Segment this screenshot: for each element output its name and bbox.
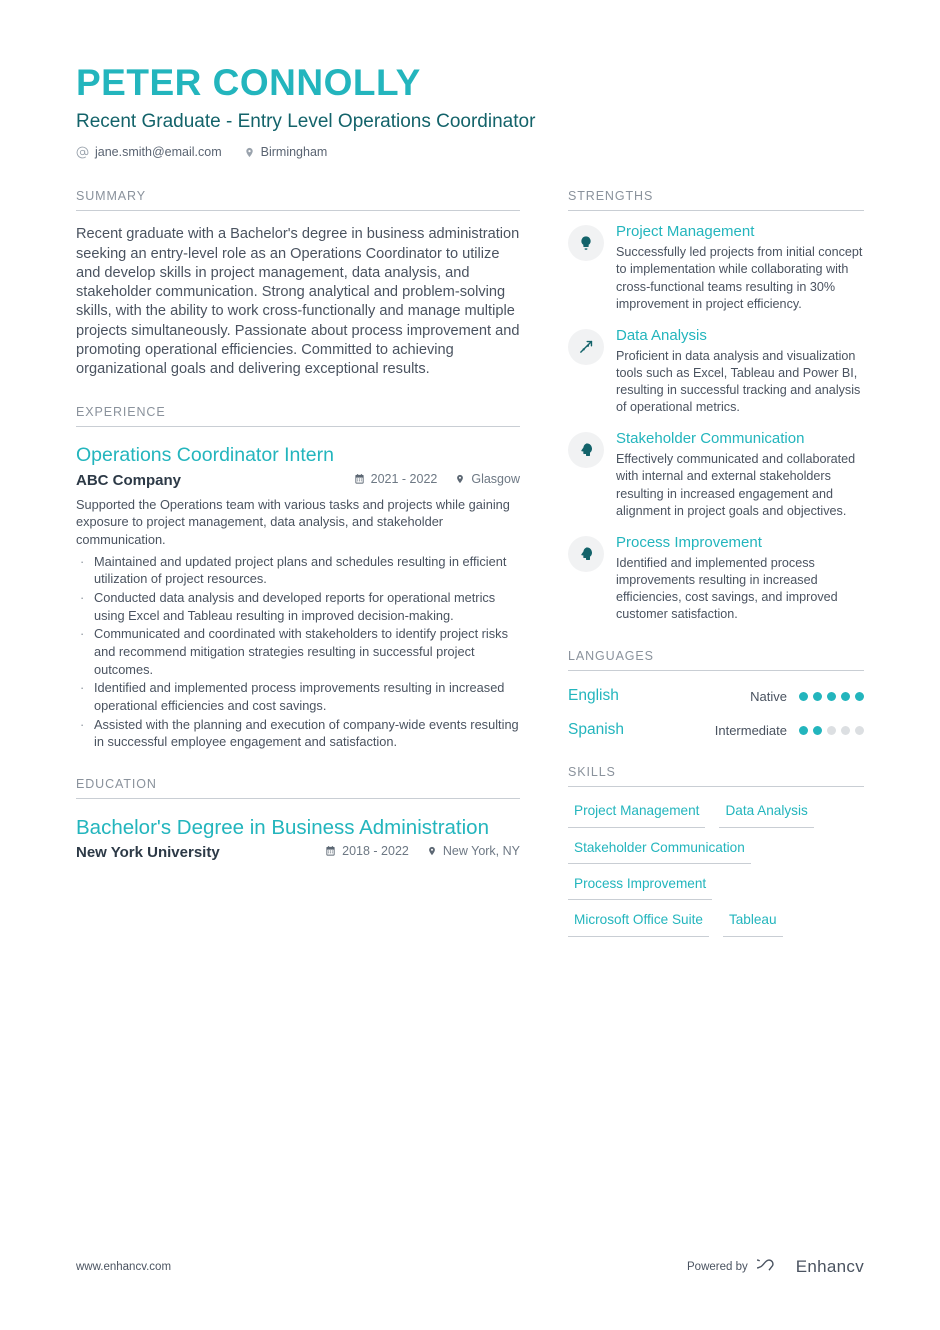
experience-entry-organization: ABC Company xyxy=(76,471,182,489)
at-sign-icon xyxy=(76,146,89,159)
rating-dot xyxy=(799,692,808,701)
skill-tag[interactable]: Project Management xyxy=(568,801,705,827)
strength-title: Stakeholder Communication xyxy=(616,430,805,448)
experience-bullet xyxy=(76,589,520,624)
experience-bullet xyxy=(76,679,520,714)
experience-dates-text: 2021 - 2022 xyxy=(370,471,438,486)
calendar-icon xyxy=(325,845,336,857)
skill-tag[interactable]: Microsoft Office Suite xyxy=(568,910,709,936)
resume-footer xyxy=(76,1255,864,1278)
experience-description: Supported the Operations team with various tasks and projects while gaining exposure to project management, data analysis, and stakeholder communication. xyxy=(76,496,510,547)
skills-list xyxy=(568,801,864,936)
language-level: Native xyxy=(750,688,787,704)
education-entry-meta xyxy=(76,844,520,861)
rating-dot xyxy=(799,726,808,735)
language-rating xyxy=(799,726,864,735)
contact-email[interactable] xyxy=(76,145,222,159)
map-pin-icon xyxy=(455,473,465,485)
education-dates xyxy=(325,844,409,858)
strength-title: Process Improvement xyxy=(616,533,762,551)
experience-bullet xyxy=(76,553,520,588)
bullet-marker: · xyxy=(80,716,85,732)
candidate-name: PETER CONNOLLY xyxy=(76,62,421,103)
experience-bullets xyxy=(76,553,520,751)
enhancv-logo-icon xyxy=(757,1255,787,1278)
contact-email-text: jane.smith@email.com xyxy=(95,145,222,160)
language-row xyxy=(568,721,864,739)
strength-description: Successfully led projects from initial concept to implementation while collaborating with cross-functional teams resulting in 30% improvement in project efficiency. xyxy=(616,245,863,311)
strength-body xyxy=(616,430,864,520)
experience-entry-title: Operations Coordinator Intern xyxy=(76,444,334,467)
language-level: Intermediate xyxy=(714,722,787,738)
calendar-icon xyxy=(354,473,365,485)
language-name: English xyxy=(568,687,619,705)
skill-tag[interactable]: Process Improvement xyxy=(568,874,712,900)
experience-bullet xyxy=(76,716,520,751)
head-profile-icon xyxy=(568,536,604,572)
bullet-text: Identified and implemented process improvements resulting in increased operational efficiencies and cost savings. xyxy=(94,680,505,713)
education-dates-text: 2018 - 2022 xyxy=(342,844,409,859)
contact-row xyxy=(76,145,864,159)
strength-body xyxy=(616,327,864,417)
experience-entry-meta xyxy=(76,472,520,489)
strength-item xyxy=(568,223,864,313)
strengths-list xyxy=(568,223,864,623)
experience-location-text: Glasgow xyxy=(471,471,520,486)
strength-item xyxy=(568,430,864,520)
rating-dot xyxy=(813,726,822,735)
candidate-job-title: Recent Graduate - Entry Level Operations Coordinator xyxy=(76,110,536,132)
right-column xyxy=(568,189,864,962)
bullet-text: Assisted with the planning and execution of company-wide events resulting in successful employee engagement and satisfaction. xyxy=(94,716,519,750)
left-column xyxy=(76,189,520,887)
section-strengths xyxy=(568,189,864,623)
map-pin-icon xyxy=(244,146,255,159)
strengths-heading: STRENGTHS xyxy=(568,189,864,211)
skill-tag[interactable]: Stakeholder Communication xyxy=(568,838,751,864)
education-location xyxy=(427,844,520,858)
strength-title: Data Analysis xyxy=(616,326,707,344)
education-entry-title: Bachelor's Degree in Business Administration xyxy=(76,815,489,839)
language-name: Spanish xyxy=(568,721,625,739)
bullet-marker: · xyxy=(80,589,85,605)
education-location-text: New York, NY xyxy=(442,844,520,859)
experience-meta-bits xyxy=(354,472,520,486)
experience-heading: EXPERIENCE xyxy=(76,405,520,427)
strength-item xyxy=(568,534,864,624)
brand-name: Enhancv xyxy=(795,1256,864,1276)
education-meta-bits xyxy=(325,844,520,858)
experience-entry xyxy=(76,443,520,751)
section-experience xyxy=(76,405,520,751)
powered-by-label: Powered by xyxy=(687,1260,748,1273)
language-row xyxy=(568,687,864,705)
strength-title: Project Management xyxy=(616,223,755,241)
strength-description: Proficient in data analysis and visualization tools such as Excel, Tableau and Power BI, resulting in successful tracking and analysis of operational metrics. xyxy=(616,348,861,415)
bullet-marker: · xyxy=(80,626,85,642)
trend-up-icon xyxy=(568,329,604,365)
education-entry-organization: New York University xyxy=(76,844,220,862)
contact-location xyxy=(244,145,328,159)
rating-dot xyxy=(841,692,850,701)
strength-body xyxy=(616,534,864,624)
strength-item xyxy=(568,327,864,417)
section-languages xyxy=(568,649,864,739)
strength-description: Identified and implemented process improvements resulting in increased efficiencies, cost savings, and improved customer satisfaction. xyxy=(616,555,838,622)
language-rating xyxy=(799,692,864,701)
rating-dot xyxy=(813,692,822,701)
rating-dot xyxy=(855,726,864,735)
experience-location xyxy=(455,472,520,486)
bullet-text: Maintained and updated project plans and schedules resulting in efficient utilization of project resources. xyxy=(94,553,507,587)
summary-heading: SUMMARY xyxy=(76,189,520,211)
strength-body xyxy=(616,223,864,313)
skill-tag[interactable]: Tableau xyxy=(723,910,783,936)
section-skills xyxy=(568,765,864,936)
bullet-text: Communicated and coordinated with stakeholders to identify project risks and recommend mitigation strategies resulting in successful project outcomes. xyxy=(94,626,508,677)
rating-dot xyxy=(841,726,850,735)
rating-dot xyxy=(855,692,864,701)
rating-dot xyxy=(827,692,836,701)
section-summary xyxy=(76,189,520,379)
education-heading: EDUCATION xyxy=(76,777,520,799)
resume-header xyxy=(76,62,864,159)
bullet-marker: · xyxy=(80,680,85,696)
footer-brand xyxy=(687,1255,864,1278)
experience-bullet xyxy=(76,625,520,678)
summary-text: Recent graduate with a Bachelor's degree in business administration seeking an entry-level role as an Operations Coordinator to utilize and develop skills in project management, data analysis, and stakeholder communication. Strong analytical and problem-solving skills, with the ability to work cross-functionally and manage multiple projects simultaneously. Passionate about process improvement and promoting operational efficiencies. Committed to achieving organizational goals and delivering exceptional results. xyxy=(76,226,520,378)
contact-location-text: Birmingham xyxy=(260,145,328,160)
resume-columns xyxy=(76,189,864,962)
experience-dates xyxy=(354,472,438,486)
section-education xyxy=(76,777,520,862)
strength-description: Effectively communicated and collaborated with internal and external stakeholders resulting in increased engagement and alignment in project goals and objectives. xyxy=(616,452,856,518)
languages-heading: LANGUAGES xyxy=(568,649,864,671)
skill-tag[interactable]: Data Analysis xyxy=(719,801,813,827)
map-pin-icon xyxy=(427,845,437,857)
footer-url[interactable]: www.enhancv.com xyxy=(76,1260,172,1273)
head-profile-icon xyxy=(568,432,604,468)
rating-dot xyxy=(827,726,836,735)
bullet-marker: · xyxy=(80,553,85,569)
bullet-text: Conducted data analysis and developed reports for operational metrics using Excel and Tableau resulting in improved decision-making. xyxy=(94,589,496,623)
skills-heading: SKILLS xyxy=(568,765,864,787)
lightbulb-icon xyxy=(568,225,604,261)
education-entry xyxy=(76,815,520,862)
